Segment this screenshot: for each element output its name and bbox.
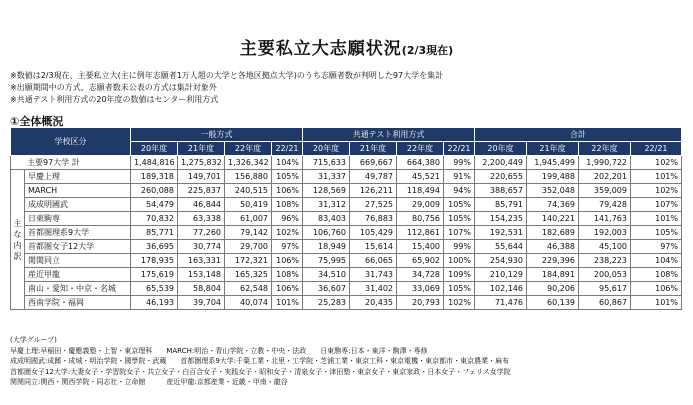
note-line: ※数値は2/3現在、主要私立大(主に例年志願者1万人超の大学と各地区拠点大学)のうち志願者数が判明した97大学を集計 xyxy=(10,71,444,80)
total-label: 主要97大学 計 xyxy=(11,156,131,170)
table-cell: 31,337 xyxy=(303,170,350,184)
table-cell: 102,146 xyxy=(475,282,527,296)
table-cell: 54,479 xyxy=(131,198,178,212)
table-cell: 664,380 xyxy=(397,156,444,170)
legend xyxy=(10,335,511,388)
table-cell: 105% xyxy=(272,170,303,184)
table-cell: 34,510 xyxy=(303,268,350,282)
table-cell: 20,793 xyxy=(397,296,444,310)
table-cell: 65,539 xyxy=(131,282,178,296)
table-cell: 126,211 xyxy=(350,184,397,198)
table-row xyxy=(11,254,682,268)
table-cell: 66,065 xyxy=(350,254,397,268)
section-title: ①全体概況 xyxy=(10,115,64,128)
table-cell: 101% xyxy=(631,296,682,310)
table-cell: 182,689 xyxy=(527,226,579,240)
table-cell: 91% xyxy=(444,170,475,184)
table-cell: 46,388 xyxy=(527,240,579,254)
table-cell: 175,619 xyxy=(131,268,178,282)
table-cell: 55,644 xyxy=(475,240,527,254)
table-cell: 154,235 xyxy=(475,212,527,226)
table-cell: 18,949 xyxy=(303,240,350,254)
table-cell: 97% xyxy=(631,240,682,254)
legend-line: 関関同立:関西・関西学院・同志社・立命館 産近甲龍:京都産業・近畿・甲南・龍谷 xyxy=(10,378,288,386)
row-label: 西南学院・福岡 xyxy=(25,296,131,310)
table-cell: 105% xyxy=(444,212,475,226)
table-cell: 669,667 xyxy=(350,156,397,170)
note-line: ※共通テスト利用方式の20年度の数値はセンター利用方式 xyxy=(10,95,219,104)
table-cell: 100% xyxy=(444,254,475,268)
side-label-char: 内 xyxy=(13,240,22,250)
table-cell: 60,867 xyxy=(579,296,631,310)
table-cell: 58,804 xyxy=(178,282,225,296)
table-cell: 25,283 xyxy=(303,296,350,310)
table-cell: 20,435 xyxy=(350,296,397,310)
row-label: 関関同立 xyxy=(25,254,131,268)
table-cell: 15,614 xyxy=(350,240,397,254)
table-cell: 77,260 xyxy=(178,226,225,240)
legend-heading: (大学グループ) xyxy=(10,336,57,344)
table-cell: 102% xyxy=(272,226,303,240)
table-cell: 97% xyxy=(272,240,303,254)
table-cell: 31,312 xyxy=(303,198,350,212)
header-total: 合計 xyxy=(475,128,682,142)
header-year: 20年度 xyxy=(303,142,350,156)
table-cell: 106% xyxy=(272,254,303,268)
table-cell: 165,325 xyxy=(225,268,272,282)
table-cell: 65,902 xyxy=(397,254,444,268)
table-cell: 105,429 xyxy=(350,226,397,240)
row-label: 首都圏理系9大学 xyxy=(25,226,131,240)
header-year: 21年度 xyxy=(350,142,397,156)
table-cell: 1,326,342 xyxy=(225,156,272,170)
table-row xyxy=(11,170,682,184)
table-cell: 96% xyxy=(272,212,303,226)
side-label xyxy=(11,170,25,310)
table-cell: 715,633 xyxy=(303,156,350,170)
table-row xyxy=(11,296,682,310)
table-cell: 90,206 xyxy=(527,282,579,296)
row-label: 産近甲龍 xyxy=(25,268,131,282)
table-cell: 46,844 xyxy=(178,198,225,212)
table-cell: 31,402 xyxy=(350,282,397,296)
header-year: 21年度 xyxy=(527,142,579,156)
header-year: 22年度 xyxy=(225,142,272,156)
page-title xyxy=(0,34,693,59)
table-cell: 192,531 xyxy=(475,226,527,240)
table-row xyxy=(11,282,682,296)
table-cell: 70,832 xyxy=(131,212,178,226)
row-label: 日東駒専 xyxy=(25,212,131,226)
table-cell: 1,484,816 xyxy=(131,156,178,170)
table-cell: 101% xyxy=(272,296,303,310)
table-cell: 102% xyxy=(631,184,682,198)
table-cell: 106,760 xyxy=(303,226,350,240)
table-cell: 60,139 xyxy=(527,296,579,310)
notes xyxy=(10,70,443,106)
table-cell: 238,223 xyxy=(579,254,631,268)
table-row xyxy=(11,184,682,198)
header-general: 一般方式 xyxy=(131,128,303,142)
table-cell: 36,695 xyxy=(131,240,178,254)
table-cell: 2,200,449 xyxy=(475,156,527,170)
table-cell: 108% xyxy=(272,268,303,282)
table-cell: 1,945,499 xyxy=(527,156,579,170)
table-cell: 34,728 xyxy=(397,268,444,282)
table-cell: 45,100 xyxy=(579,240,631,254)
table-cell: 107% xyxy=(631,198,682,212)
row-label: 早慶上理 xyxy=(25,170,131,184)
note-line: ※出願期間中の方式、志願者数未公表の方式は集計対象外 xyxy=(10,83,217,92)
header-ratio: 22/21 xyxy=(272,142,303,156)
table-cell: 106% xyxy=(272,184,303,198)
table-cell: 83,403 xyxy=(303,212,350,226)
row-label: 成成明國武 xyxy=(25,198,131,212)
header-common-test: 共通テスト利用方式 xyxy=(303,128,475,142)
side-label-char: 訳 xyxy=(13,251,22,261)
table-row xyxy=(11,268,682,282)
row-label: 南山・愛知・中京・名城 xyxy=(25,282,131,296)
table-cell: 27,525 xyxy=(350,198,397,212)
table-cell: 45,521 xyxy=(397,170,444,184)
table-cell: 172,321 xyxy=(225,254,272,268)
table-cell: 75,995 xyxy=(303,254,350,268)
table-cell: 225,837 xyxy=(178,184,225,198)
table-cell: 107% xyxy=(444,226,475,240)
table-cell: 149,701 xyxy=(178,170,225,184)
header-year: 22年度 xyxy=(397,142,444,156)
total-row xyxy=(11,156,682,170)
table-cell: 109% xyxy=(444,268,475,282)
table-cell: 15,400 xyxy=(397,240,444,254)
table-cell: 140,221 xyxy=(527,212,579,226)
table-row xyxy=(11,240,682,254)
table-cell: 359,009 xyxy=(579,184,631,198)
table-cell: 101% xyxy=(631,170,682,184)
table-cell: 50,419 xyxy=(225,198,272,212)
table-cell: 95,617 xyxy=(579,282,631,296)
table-cell: 104% xyxy=(272,156,303,170)
table-cell: 189,318 xyxy=(131,170,178,184)
table-cell: 141,763 xyxy=(579,212,631,226)
table-cell: 46,193 xyxy=(131,296,178,310)
header-year: 22年度 xyxy=(579,142,631,156)
table-cell: 85,791 xyxy=(475,198,527,212)
table-cell: 192,003 xyxy=(579,226,631,240)
table-cell: 30,774 xyxy=(178,240,225,254)
table-cell: 74,369 xyxy=(527,198,579,212)
header-ratio: 22/21 xyxy=(444,142,475,156)
table-cell: 220,655 xyxy=(475,170,527,184)
table-cell: 39,704 xyxy=(178,296,225,310)
table-cell: 106% xyxy=(272,282,303,296)
table-cell: 76,883 xyxy=(350,212,397,226)
header-school-category: 学校区分 xyxy=(11,128,131,156)
table-cell: 29,700 xyxy=(225,240,272,254)
table-cell: 106% xyxy=(631,282,682,296)
table-cell: 104% xyxy=(631,254,682,268)
legend-line: 早慶上理:早稲田・慶應義塾・上智・東京理科 MARCH:明治・青山学院・立教・中央・法政 日東駒専:日本・東洋・駒澤・専修 xyxy=(10,346,428,355)
header-year: 20年度 xyxy=(475,142,527,156)
table-cell: 199,488 xyxy=(527,170,579,184)
legend-line: 成成明國武:成蹊・成城・明治学院・國學院・武蔵 首都圏理系9大学:千葉工業・北里・工学院・芝浦工業・東京工科・東京電機・東京都市・東京農業・麻布 xyxy=(10,357,510,365)
table-cell: 105% xyxy=(444,198,475,212)
table-cell: 108% xyxy=(631,268,682,282)
table-cell: 36,607 xyxy=(303,282,350,296)
table-cell: 1,990,722 xyxy=(579,156,631,170)
table-cell: 80,756 xyxy=(397,212,444,226)
table-cell: 156,880 xyxy=(225,170,272,184)
table-cell: 29,009 xyxy=(397,198,444,212)
table-cell: 128,569 xyxy=(303,184,350,198)
table-cell: 99% xyxy=(444,156,475,170)
table-cell: 352,048 xyxy=(527,184,579,198)
table-cell: 254,930 xyxy=(475,254,527,268)
side-label-char: な xyxy=(13,229,22,239)
table-row xyxy=(11,226,682,240)
application-table xyxy=(10,127,682,310)
table-cell: 31,743 xyxy=(350,268,397,282)
row-label: 首都圏女子12大学 xyxy=(25,240,131,254)
table-row xyxy=(11,212,682,226)
table-cell: 240,515 xyxy=(225,184,272,198)
row-label: MARCH xyxy=(25,184,131,198)
table-cell: 388,657 xyxy=(475,184,527,198)
table-cell: 1,275,832 xyxy=(178,156,225,170)
header-year: 20年度 xyxy=(131,142,178,156)
table-cell: 71,476 xyxy=(475,296,527,310)
table-cell: 102% xyxy=(444,296,475,310)
table-cell: 112,861 xyxy=(397,226,444,240)
table-cell: 102% xyxy=(631,156,682,170)
table-cell: 153,148 xyxy=(178,268,225,282)
side-label-char: 主 xyxy=(13,218,22,228)
table-cell: 63,338 xyxy=(178,212,225,226)
header-year: 21年度 xyxy=(178,142,225,156)
table-row xyxy=(11,198,682,212)
table-cell: 105% xyxy=(444,282,475,296)
table-cell: 163,331 xyxy=(178,254,225,268)
table-cell: 62,548 xyxy=(225,282,272,296)
title-main: 主要私立大志願状況 xyxy=(239,39,402,59)
table-cell: 40,074 xyxy=(225,296,272,310)
table-cell: 85,771 xyxy=(131,226,178,240)
table-cell: 108% xyxy=(272,198,303,212)
table-cell: 49,787 xyxy=(350,170,397,184)
table-cell: 260,088 xyxy=(131,184,178,198)
table-cell: 79,428 xyxy=(579,198,631,212)
table-cell: 105% xyxy=(631,226,682,240)
title-date: (2/3現在) xyxy=(401,44,454,57)
table-cell: 229,396 xyxy=(527,254,579,268)
table-cell: 99% xyxy=(444,240,475,254)
table-cell: 33,069 xyxy=(397,282,444,296)
table-cell: 200,053 xyxy=(579,268,631,282)
table-cell: 101% xyxy=(631,212,682,226)
table-cell: 178,935 xyxy=(131,254,178,268)
header-ratio: 22/21 xyxy=(631,142,682,156)
table-cell: 94% xyxy=(444,184,475,198)
table-cell: 184,891 xyxy=(527,268,579,282)
legend-line: 首都圏女子12大学:大妻女子・学習院女子・共立女子・白百合女子・実践女子・昭和女子・清泉女子・津田塾・東京女子・東京家政・日本女子・フェリス女学院 xyxy=(10,367,511,376)
table-cell: 79,142 xyxy=(225,226,272,240)
table-cell: 118,494 xyxy=(397,184,444,198)
table-cell: 210,129 xyxy=(475,268,527,282)
table-cell: 61,007 xyxy=(225,212,272,226)
table-cell: 202,201 xyxy=(579,170,631,184)
